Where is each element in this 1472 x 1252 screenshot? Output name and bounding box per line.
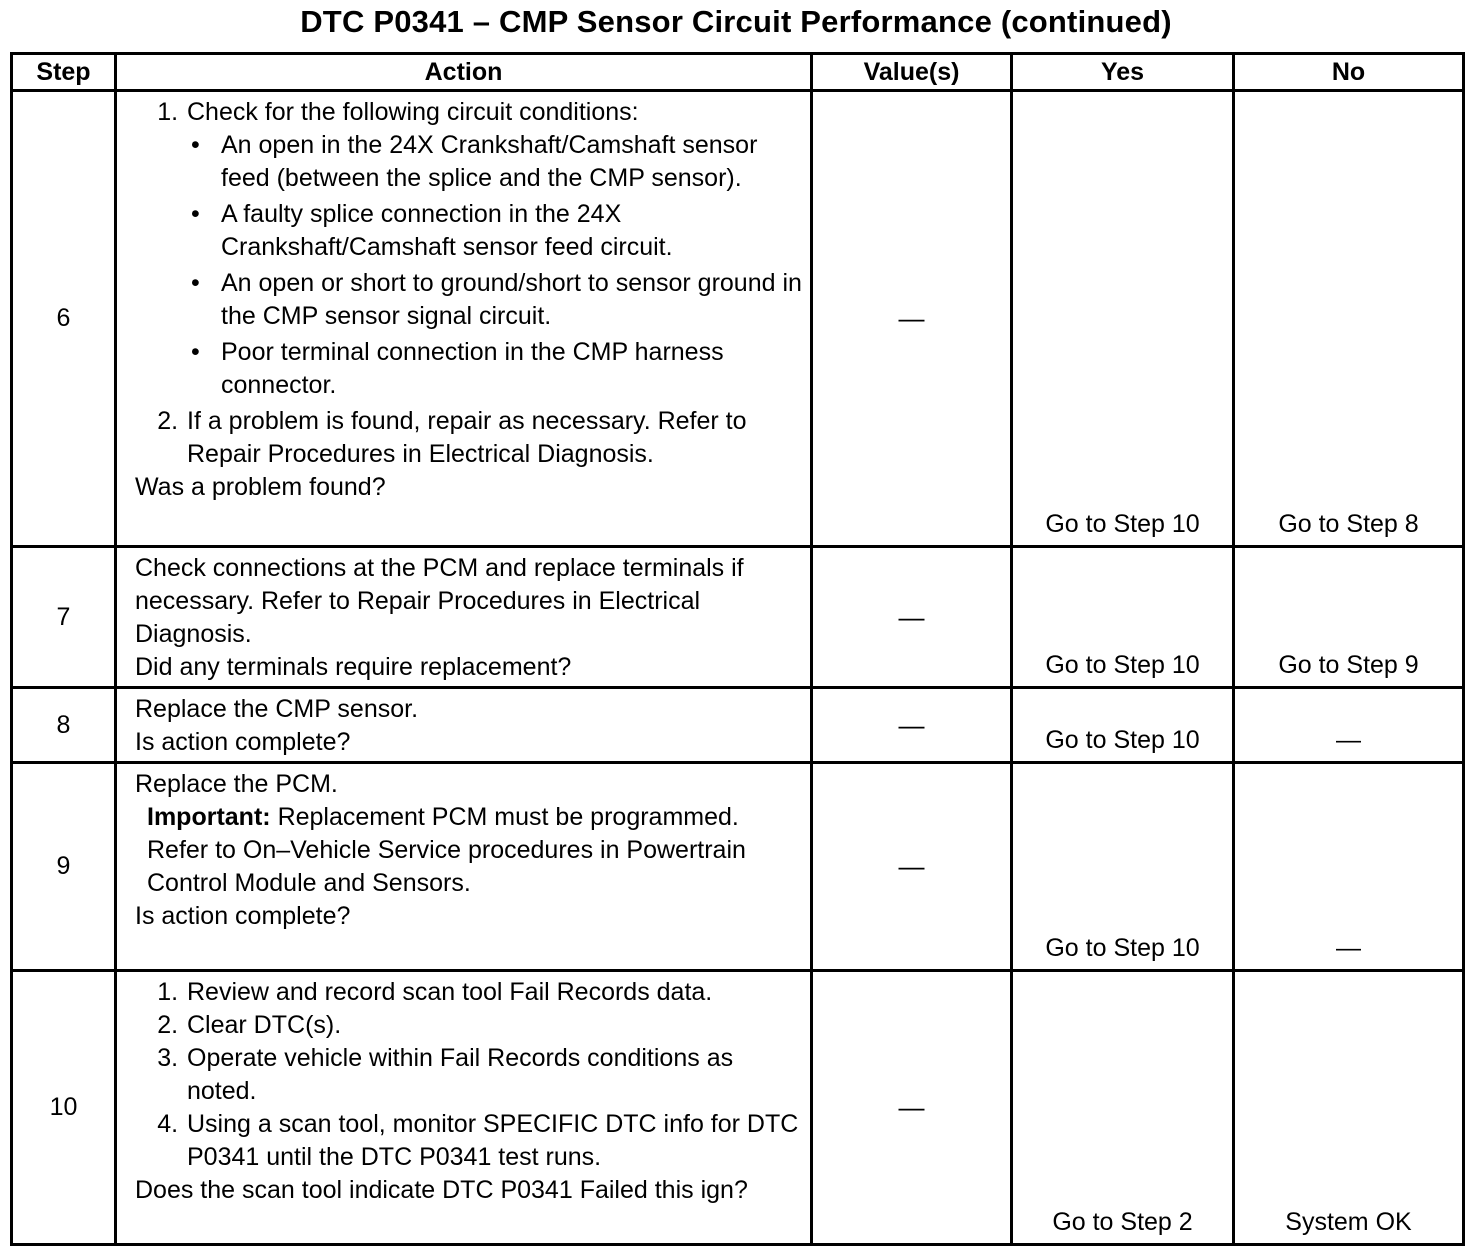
value-cell: — [812,547,1012,688]
table-row [12,688,1464,763]
important-note [135,801,802,900]
action-cell [116,763,812,971]
important-text: Replacement PCM must be programmed. Refer to On–Vehicle Service procedures in Powertrain Control Module and Sensors. [147,803,746,897]
step-number: 10 [12,971,116,1245]
header-yes: Yes [1012,54,1234,91]
important-label: Important: [147,803,271,831]
action-cell [116,688,812,763]
action-item [185,96,802,402]
condition-list [187,129,802,402]
step-number: 6 [12,91,116,547]
action-list [135,96,802,471]
value-cell: — [812,971,1012,1245]
step-number: 9 [12,763,116,971]
yes-cell: Go to Step 10 [1012,763,1234,971]
action-question: Does the scan tool indicate DTC P0341 Failed this ign? [135,1176,748,1204]
header-values: Value(s) [812,54,1012,91]
value-cell: — [812,763,1012,971]
table-row [12,547,1464,688]
header-step: Step [12,54,116,91]
action-item: 2. Clear DTC(s). [185,1009,802,1042]
table-row [12,971,1464,1245]
yes-cell: Go to Step 10 [1012,91,1234,547]
value-cell: — [812,91,1012,547]
action-item: 2. If a problem is found, repair as necessary. Refer to Repair Procedures in Electrical Diagnosis. [185,405,802,471]
action-question: Was a problem found? [135,473,386,501]
action-cell [116,547,812,688]
no-cell: Go to Step 8 [1234,91,1464,547]
condition-item: • An open or short to ground/short to sensor ground in the CMP sensor signal circuit. [221,267,802,333]
action-cell [116,91,812,547]
no-cell: System OK [1234,971,1464,1245]
action-text: Check connections at the PCM and replace terminals if necessary. Refer to Repair Procedures in Electrical Diagnosis. [135,554,744,648]
no-cell: — [1234,688,1464,763]
condition-item: • A faulty splice connection in the 24X Crankshaft/Camshaft sensor feed circuit. [221,198,802,264]
action-list [135,976,802,1174]
yes-cell: Go to Step 10 [1012,688,1234,763]
action-item-text: Check for the following circuit conditions: [187,98,639,126]
action-question: Is action complete? [135,728,351,756]
action-text: Replace the PCM. [135,770,338,798]
no-cell: — [1234,763,1464,971]
action-item: 3. Operate vehicle within Fail Records conditions as noted. [185,1042,802,1108]
step-number: 7 [12,547,116,688]
table-row [12,91,1464,547]
no-cell: Go to Step 9 [1234,547,1464,688]
step-number: 8 [12,688,116,763]
action-question: Did any terminals require replacement? [135,653,572,681]
header-no: No [1234,54,1464,91]
table-row [12,763,1464,971]
condition-item: • An open in the 24X Crankshaft/Camshaft sensor feed (between the splice and the CMP sensor). [221,129,802,195]
action-cell [116,971,812,1245]
action-text: Replace the CMP sensor. [135,695,419,723]
header-row [12,54,1464,91]
value-cell: — [812,688,1012,763]
header-action: Action [116,54,812,91]
yes-cell: Go to Step 2 [1012,971,1234,1245]
action-question: Is action complete? [135,902,351,930]
yes-cell: Go to Step 10 [1012,547,1234,688]
diagnostic-table [10,52,1465,1246]
condition-item: • Poor terminal connection in the CMP harness connector. [221,336,802,402]
page-title: DTC P0341 – CMP Sensor Circuit Performance (continued) [300,4,1172,39]
action-item: 4. Using a scan tool, monitor SPECIFIC DTC info for DTC P0341 until the DTC P0341 test runs. [185,1108,802,1174]
action-item: 1. Review and record scan tool Fail Records data. [185,976,802,1009]
